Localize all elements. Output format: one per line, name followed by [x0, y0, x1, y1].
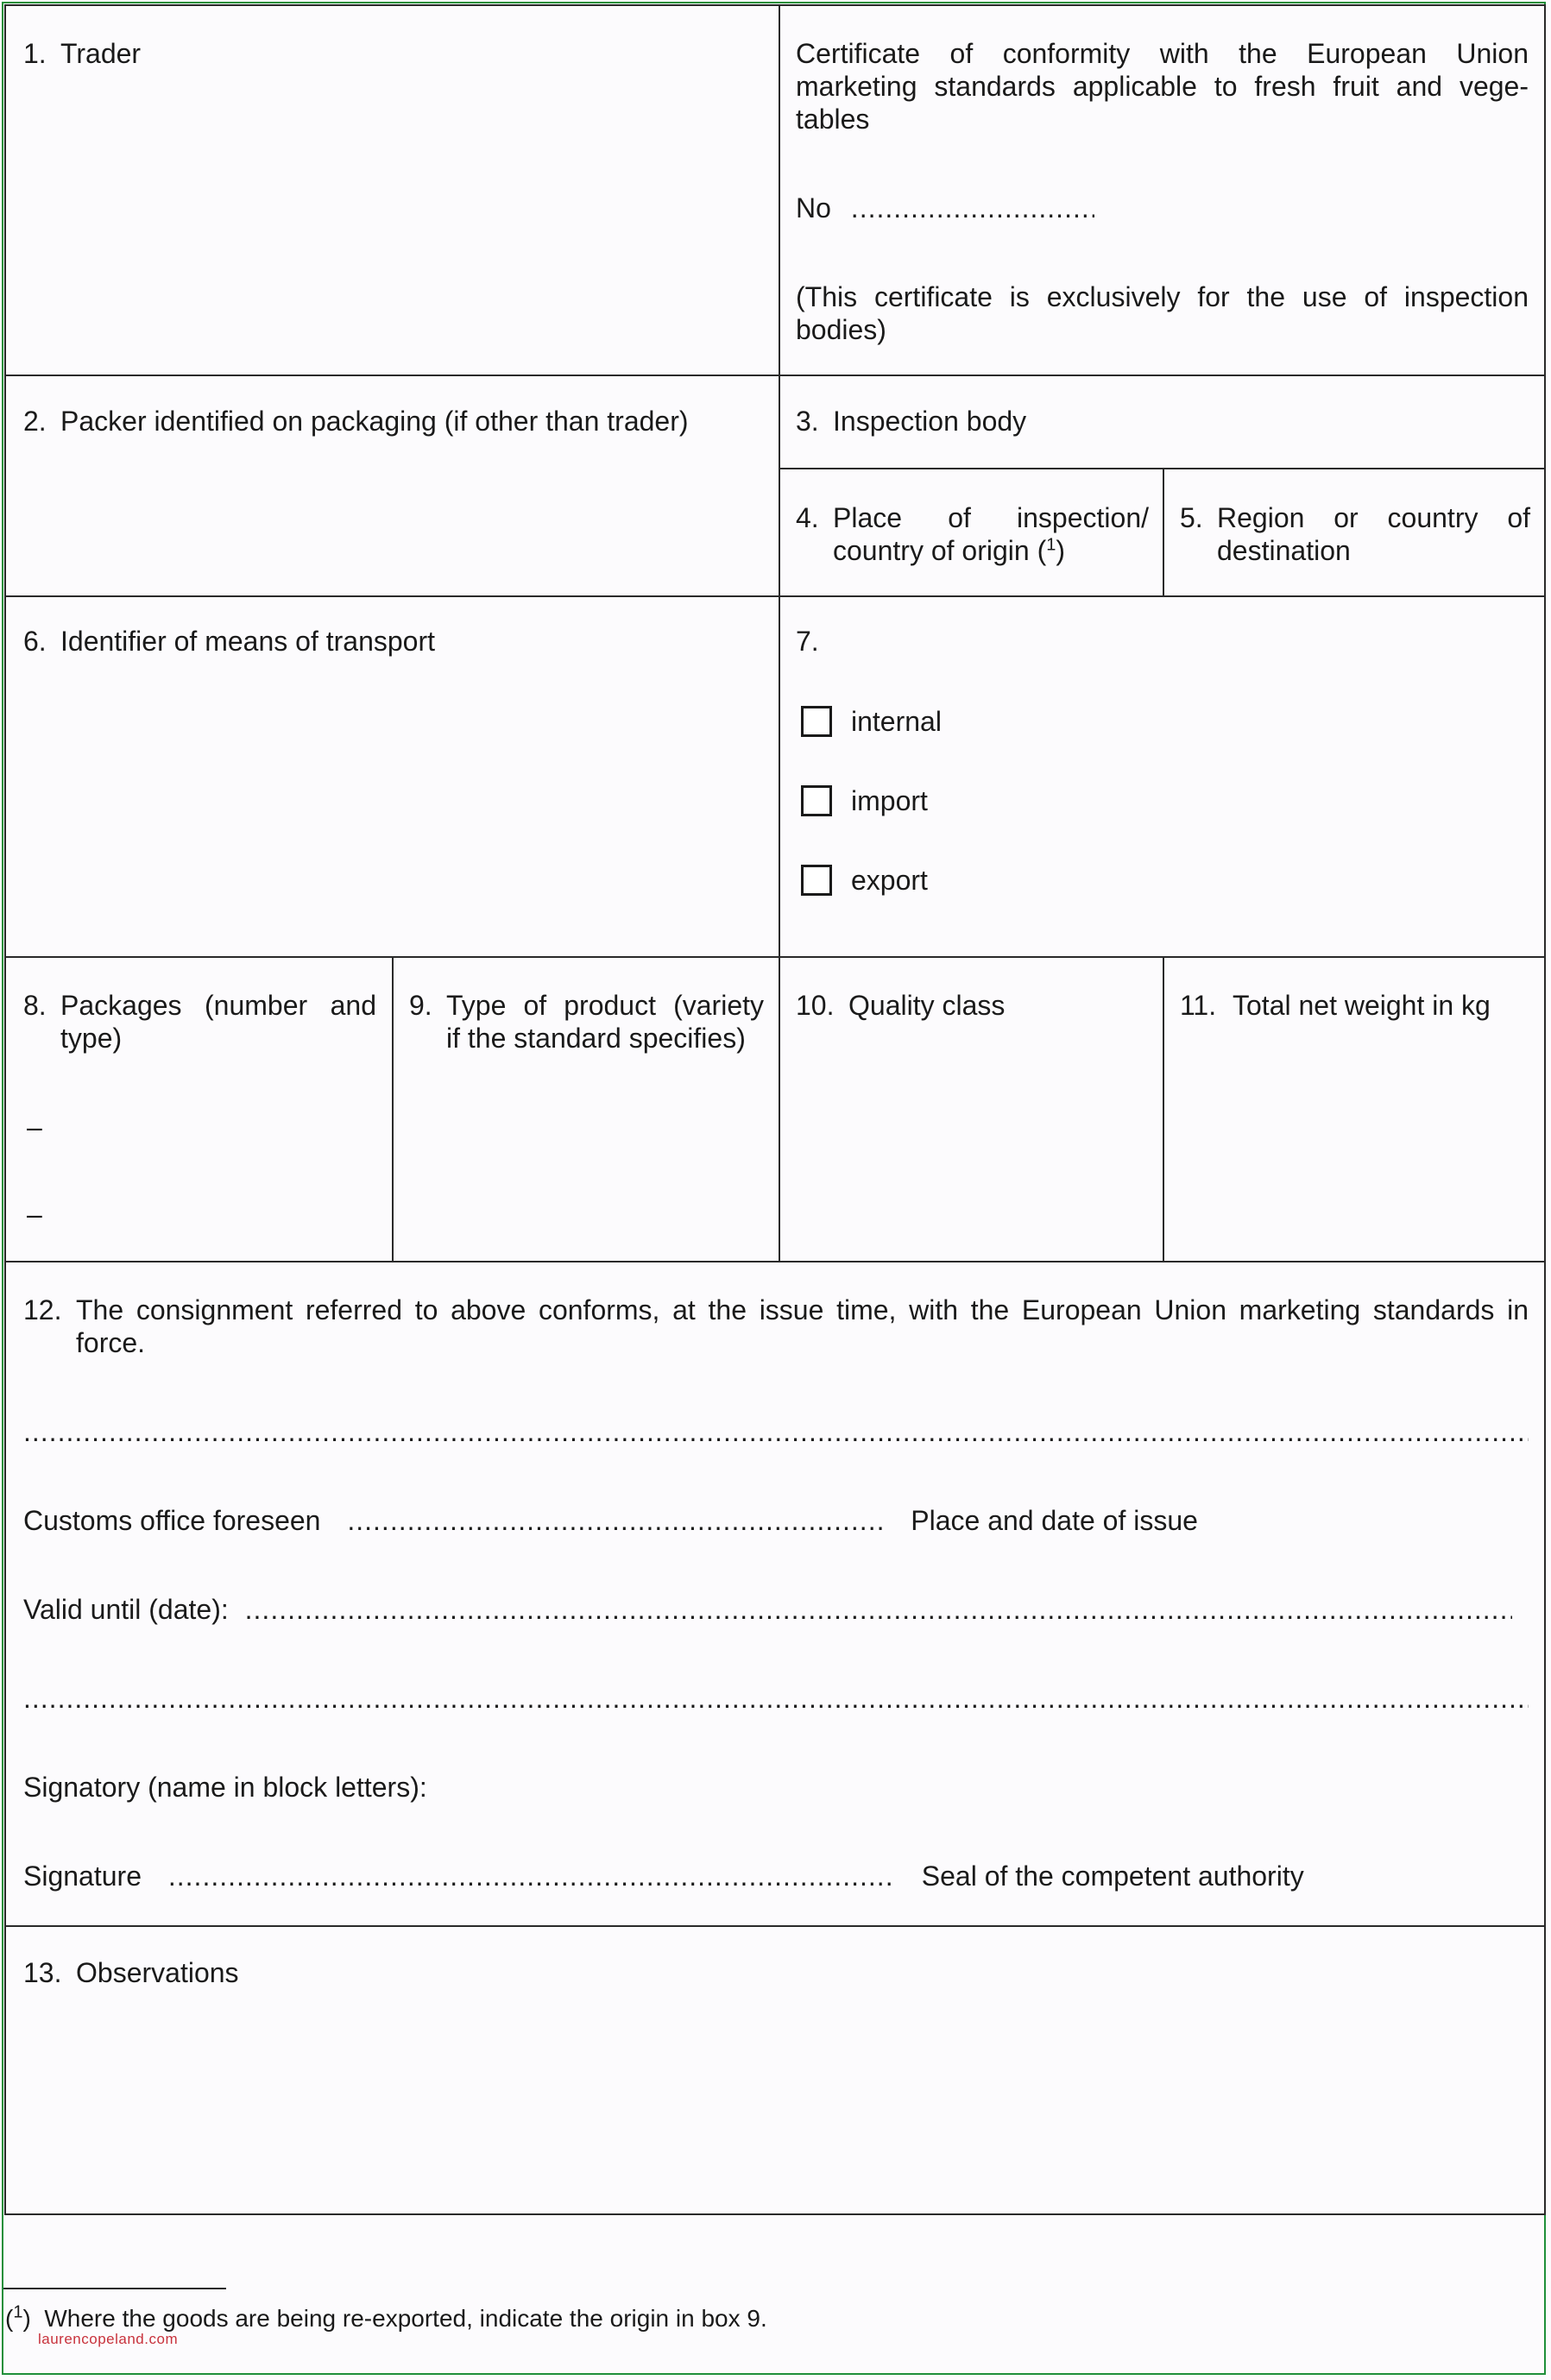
box-1-trader[interactable]: [4, 4, 780, 376]
box-6-transport[interactable]: [4, 595, 780, 958]
signature-field[interactable]: [168, 1860, 895, 1892]
box-13-observations[interactable]: [4, 1925, 1546, 2215]
box-12-statement-line1: The consignment referred to above conforms, at the issue time, with the European Union marketing standards in: [76, 1294, 1529, 1325]
box-7-type: [779, 595, 1546, 958]
checkbox-import[interactable]: [801, 785, 832, 816]
label-export: export: [851, 865, 928, 896]
box-5-destination[interactable]: 5. Region or country of destination: [1163, 468, 1546, 597]
label-import: import: [851, 785, 928, 816]
signature-line-1[interactable]: [23, 1415, 1529, 1448]
box-9-label-line1: Type of product (variety: [446, 990, 764, 1021]
certificate-header: [779, 4, 1546, 376]
box-3-label: 3. Inspection body: [796, 406, 1027, 437]
box-13-label: 13. Observations: [23, 1957, 239, 1988]
signatory-label[interactable]: Signatory (name in block letters):: [23, 1772, 427, 1803]
box-3-inspection-body[interactable]: [779, 375, 1546, 469]
box-8-label-line2: type): [60, 1023, 123, 1054]
box-4-label-line2: country of origin ($^1$): [833, 535, 1065, 566]
box-5-label-line1: Region or country of: [1217, 502, 1530, 533]
box-9-product-type[interactable]: 9. Type of product (variety if the standard specifies): [392, 956, 780, 1262]
valid-until-field[interactable]: [245, 1593, 1512, 1626]
checkbox-export[interactable]: [801, 865, 832, 896]
certificate-note-line2: bodies): [796, 314, 886, 345]
certificate-number-field[interactable]: [851, 192, 1094, 224]
box-11-net-weight[interactable]: [1163, 956, 1546, 1262]
certificate-note-line1: (This certificate is exclusively for the use of inspection: [796, 281, 1529, 312]
place-date-label: Place and date of issue: [911, 1505, 1198, 1536]
watermark-text: laurencopeland.com: [38, 2331, 179, 2347]
box-1-label: 1. Trader: [23, 38, 142, 69]
certificate-number[interactable]: No .....: [796, 192, 1094, 224]
signature-line-2[interactable]: [23, 1682, 1529, 1715]
footnote-separator: [3, 2288, 226, 2289]
customs-office-field[interactable]: [347, 1504, 884, 1537]
box-4-place-of-inspection[interactable]: 4. Place of inspection/ country of origin ($^1$): [779, 468, 1164, 597]
box-8-dash-2[interactable]: –: [27, 1199, 42, 1230]
footnote-ref: 1: [1046, 535, 1056, 555]
box-8-label-line1: Packages (number and: [60, 990, 376, 1021]
label-internal: internal: [851, 706, 942, 737]
box-10-label: 10. Quality class: [796, 990, 1006, 1021]
seal-label: Seal of the competent authority: [921, 1861, 1304, 1892]
signature-row: Signature ..... Seal of the competent authority: [23, 1860, 1304, 1892]
box-11-label: 11. Total net weight in kg: [1180, 990, 1491, 1021]
box-6-label: 6. Identifier of means of transport: [23, 626, 435, 657]
box-5-label-line2: destination: [1217, 535, 1351, 566]
box-8-dash-1[interactable]: –: [27, 1111, 42, 1143]
footnote: ($^1$) Where the goods are being re-exported, indicate the origin in box 9.: [5, 2302, 767, 2332]
checkbox-internal[interactable]: [801, 706, 832, 737]
box-7-number: 7.: [796, 626, 819, 657]
certificate-title-line2: marketing standards applicable to fresh fruit and vege-: [796, 71, 1529, 102]
valid-until-row: Valid until (date): .....: [23, 1593, 1512, 1626]
box-4-label-line1: Place of inspection/: [833, 502, 1149, 533]
box-12-conformity: 12. The consignment referred to above conforms, at the issue time, with the European Union marketing standards in force. ..... Customs office foreseen ..... Place and date of issue Valid until (date): ..... ..... Signatory (name in block letters): Signature ..... Seal of the competent authority: [4, 1261, 1546, 1927]
box-2-label: 2. Packer identified on packaging (if other than trader): [23, 406, 689, 437]
box-2-packer[interactable]: [4, 375, 780, 597]
certificate-title-line3: tables: [796, 104, 870, 135]
certificate-title-line1: Certificate of conformity with the European Union: [796, 38, 1529, 69]
box-9-label-line2: if the standard specifies): [446, 1023, 746, 1054]
box-12-statement-line2: force.: [76, 1327, 146, 1358]
box-10-quality-class[interactable]: [779, 956, 1164, 1262]
customs-office-row: Customs office foreseen ..... Place and date of issue: [23, 1504, 1198, 1537]
box-8-packages[interactable]: 8. Packages (number and type) – –: [4, 956, 394, 1262]
